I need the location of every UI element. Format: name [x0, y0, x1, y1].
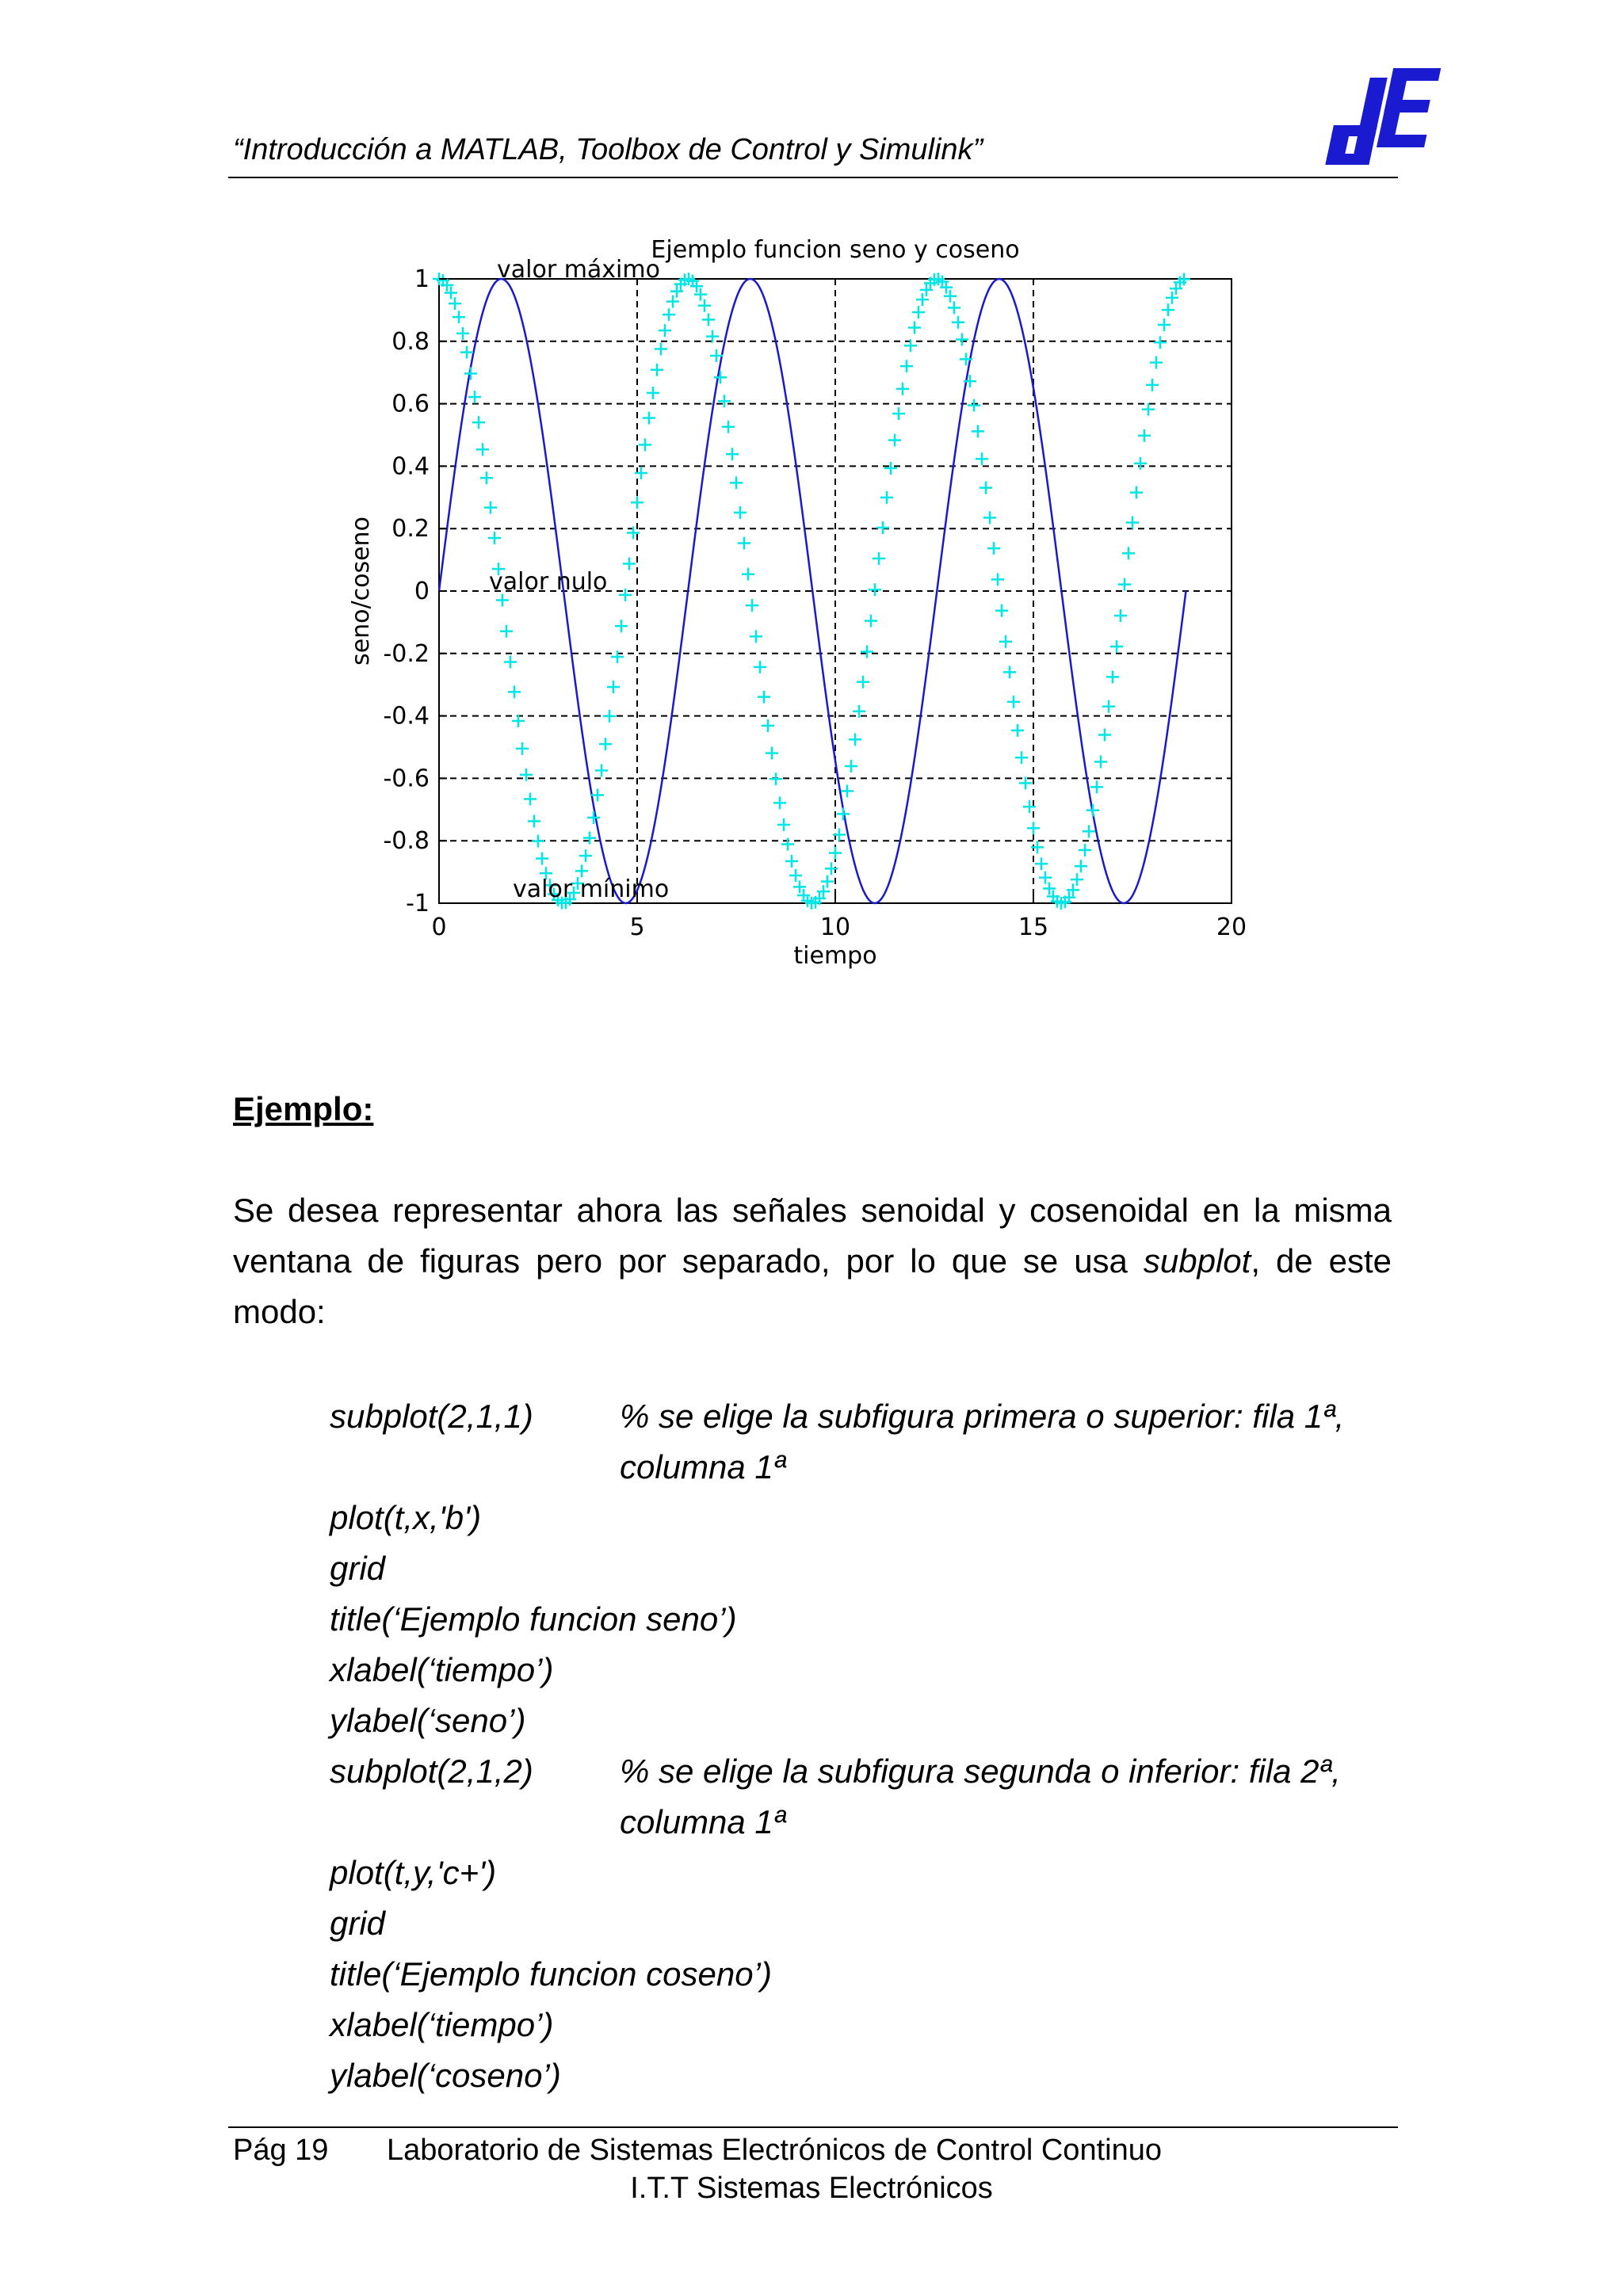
paragraph-italic: subplot — [1143, 1242, 1251, 1280]
y-tick-label: 0 — [414, 578, 430, 605]
x-tick-label: 0 — [431, 913, 447, 941]
y-axis-ticks — [383, 265, 447, 917]
annotation-label: valor máximo — [497, 256, 660, 284]
y-tick-label: -0.8 — [383, 827, 430, 856]
code-line: grid — [330, 1905, 386, 1942]
y-tick-label: -1 — [406, 890, 430, 917]
footer-subtitle: I.T.T Sistemas Electrónicos — [630, 2172, 993, 2205]
code-line: ylabel(‘seno’) — [330, 1702, 526, 1739]
x-tick-label: 5 — [629, 913, 645, 941]
y-tick-label: 0.2 — [391, 515, 430, 543]
y-tick-label: 0.4 — [391, 452, 430, 481]
code-line: grid — [330, 1550, 386, 1587]
x-tick-label: 15 — [1018, 913, 1049, 941]
y-axis-label: seno/coseno — [347, 517, 375, 666]
paragraph-part2: , de este modo: — [233, 1242, 1392, 1330]
footer-lab-name: Laboratorio de Sistemas Electrónicos de Control Continuo — [387, 2134, 1162, 2167]
y-tick-label: -0.4 — [383, 702, 430, 730]
annotation-label: valor mínimo — [513, 875, 670, 903]
code-line: plot(t,x,'b') — [330, 1499, 482, 1536]
code-line: title(‘Ejemplo funcion seno’) — [330, 1600, 737, 1638]
page-number: Pág 19 — [233, 2134, 329, 2167]
paragraph-part1: Se desea representar ahora las señales senoidal y cosenoidal en la misma ventana de figuras pero por separado, por lo que se usa — [233, 1192, 1392, 1280]
department-logo — [1316, 62, 1442, 173]
y-tick-label: 0.6 — [391, 390, 430, 418]
footer-rule — [228, 2126, 1398, 2128]
code-line: xlabel(‘tiempo’) — [330, 2006, 554, 2043]
chart-title: Ejemplo funcion seno y coseno — [651, 236, 1020, 264]
x-tick-label: 20 — [1216, 913, 1247, 941]
y-tick-label: -0.6 — [383, 765, 430, 793]
y-tick-label: -0.2 — [383, 639, 430, 668]
intro-paragraph — [233, 1185, 1392, 1337]
code-comment: % se elige la subfigura segunda o inferior: fila 2ª, columna 1ª — [620, 1753, 1341, 1840]
header-rule — [228, 177, 1398, 178]
code-line: plot(t,y,'c+') — [330, 1854, 497, 1891]
code-line: xlabel(‘tiempo’) — [330, 1651, 554, 1688]
header-title: “Introducción a MATLAB, Toolbox de Control y Simulink” — [233, 133, 983, 166]
y-tick-label: 0.8 — [391, 327, 430, 356]
code-line: title(‘Ejemplo funcion coseno’) — [330, 1955, 772, 1993]
annotation-label: valor nulo — [489, 568, 608, 596]
x-axis-label: tiempo — [793, 942, 877, 970]
sine-cosine-chart — [333, 222, 1284, 998]
x-tick-label: 10 — [819, 913, 851, 941]
y-tick-label: 1 — [414, 265, 430, 293]
code-line: ylabel(‘coseno’) — [330, 2057, 561, 2094]
code-line: subplot(2,1,2) — [330, 1753, 533, 1790]
code-comment: % se elige la subfigura primera o superior: fila 1ª, columna 1ª — [620, 1398, 1345, 1486]
section-heading: Ejemplo: — [233, 1090, 374, 1127]
code-line: subplot(2,1,1) — [330, 1398, 533, 1435]
